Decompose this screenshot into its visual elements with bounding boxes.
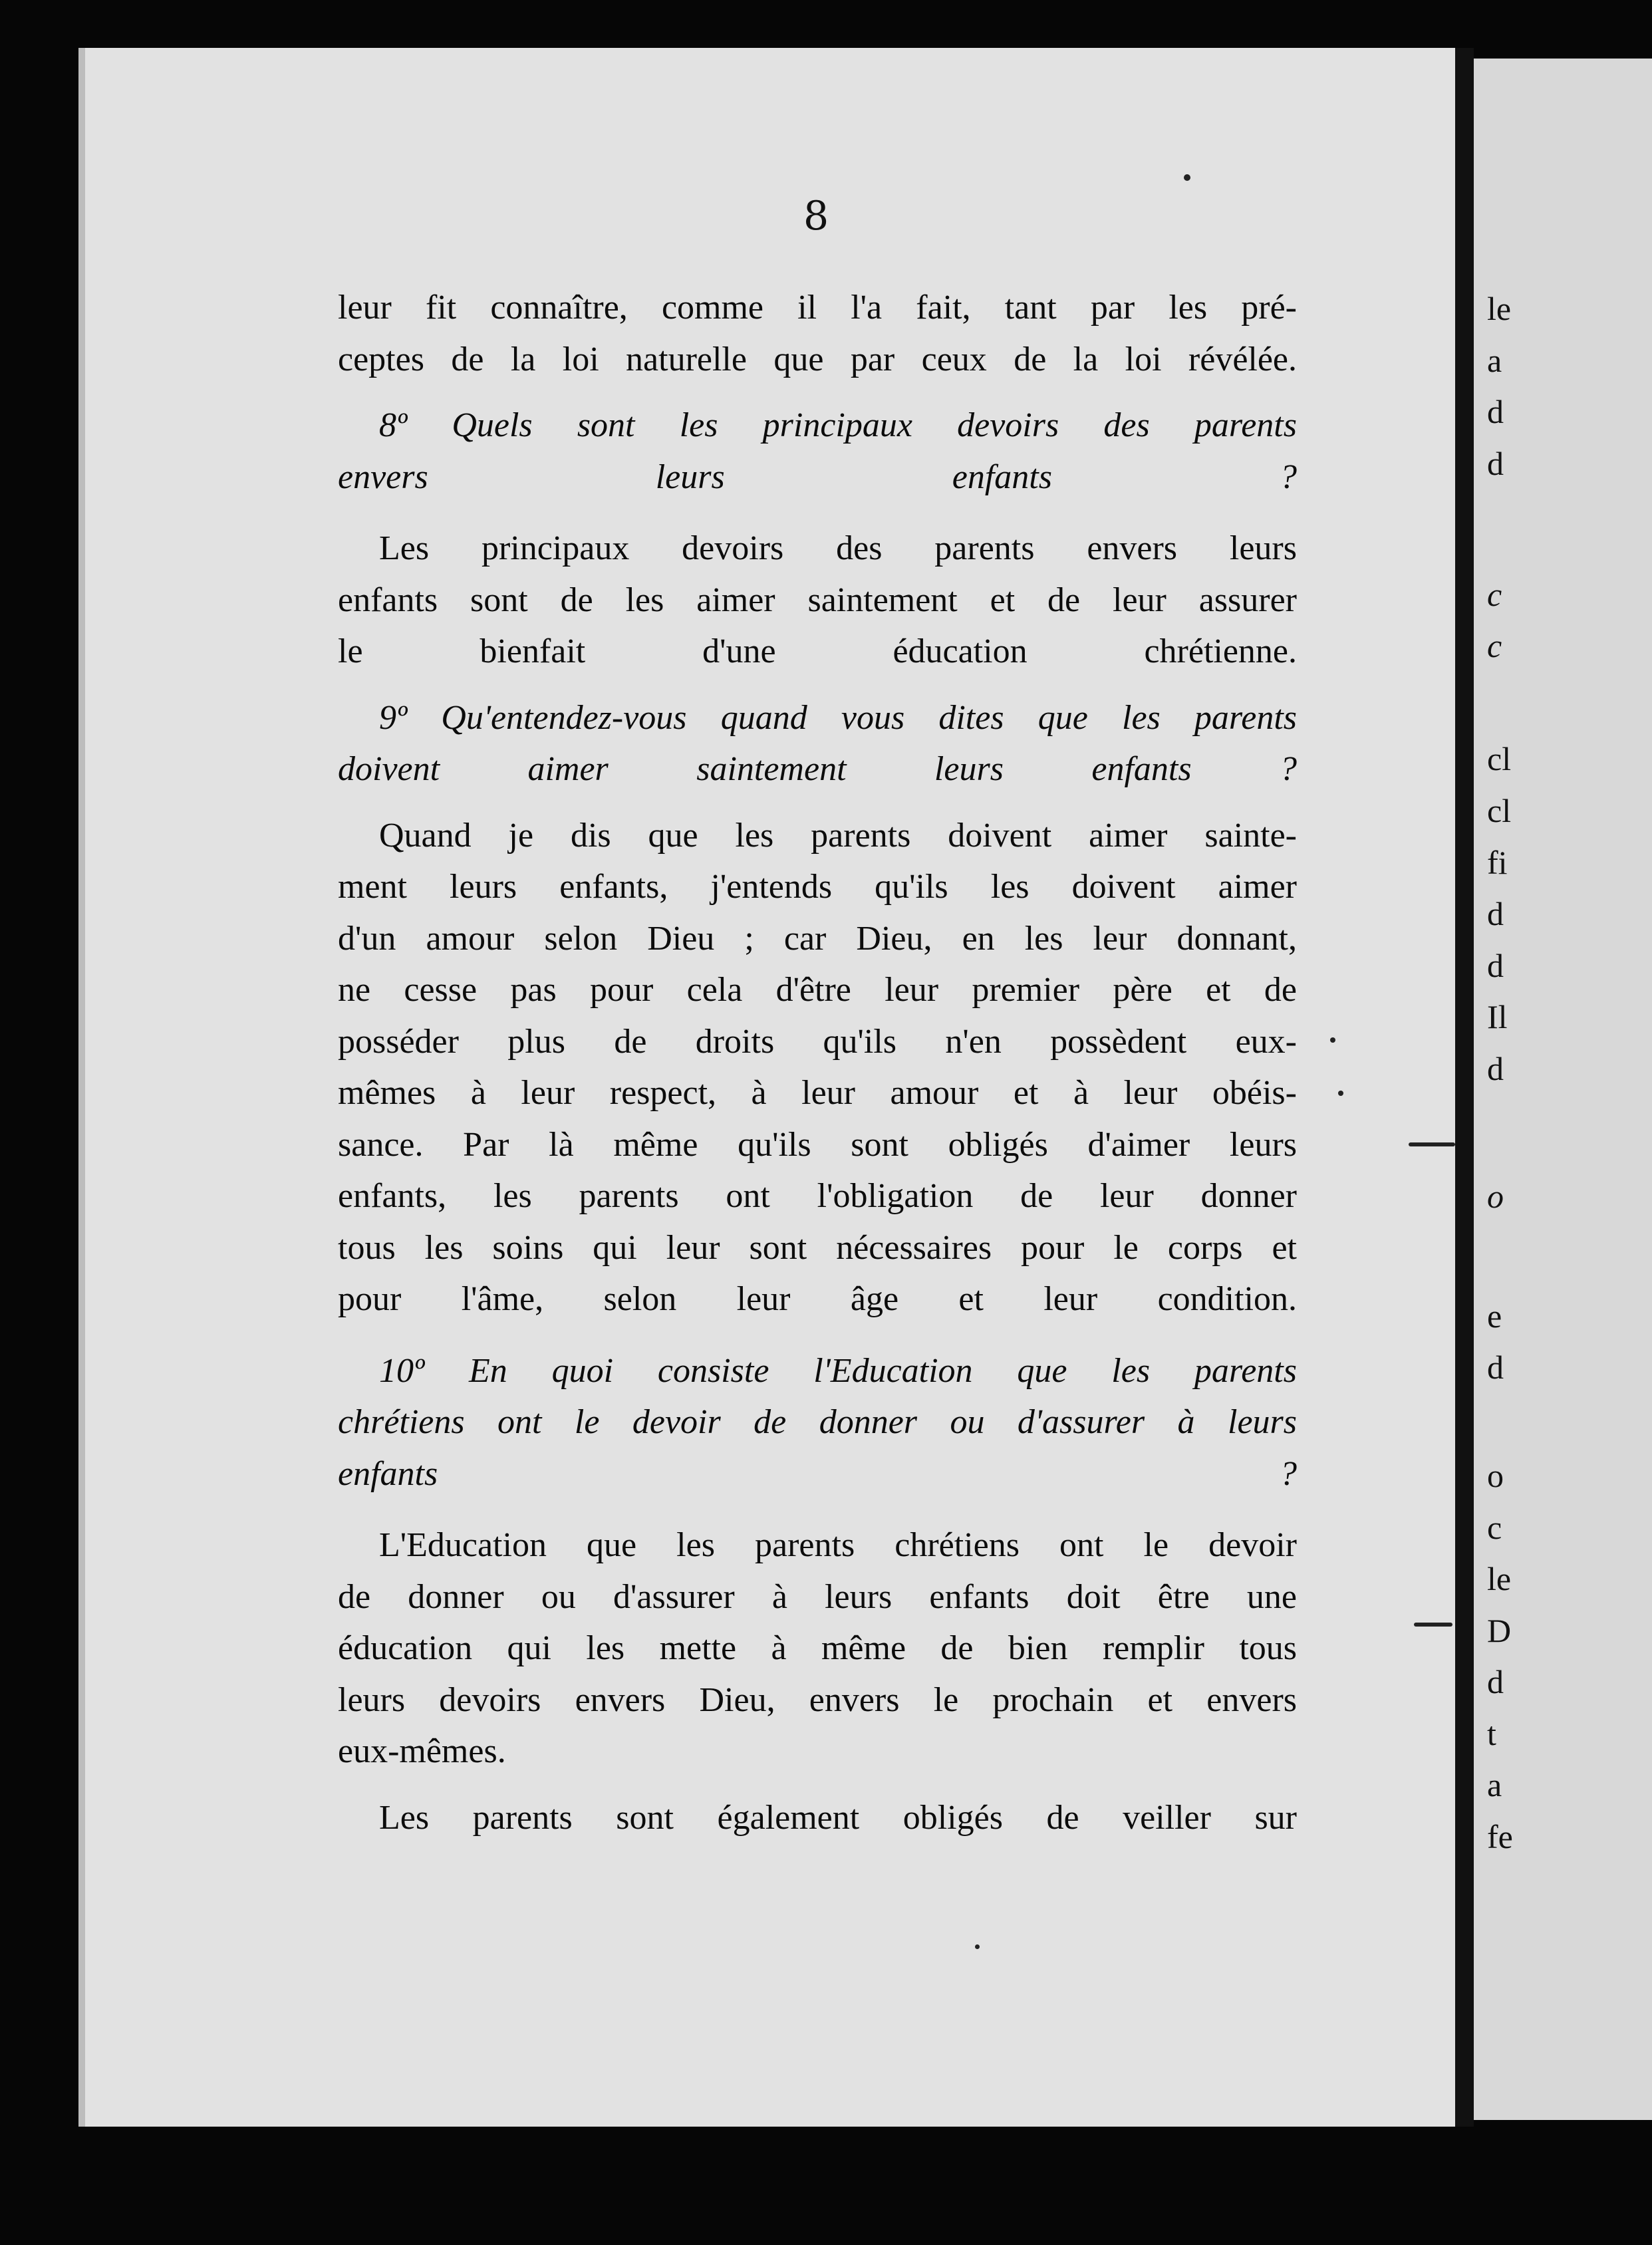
scan-mark	[1414, 1623, 1452, 1627]
question-8	[338, 400, 1297, 503]
text-line: éducation qui les mette à même de bien remplir tous	[338, 1629, 1297, 1667]
scan-mark	[1409, 1142, 1455, 1146]
right-fragment: D	[1487, 1612, 1512, 1649]
answer-9	[338, 810, 1297, 1325]
text-line: posséder plus de droits qu'ils n'en possèdent eux-	[338, 1022, 1297, 1061]
text-line: L'Education que les parents chrétiens ont le devoir	[379, 1526, 1297, 1564]
right-fragment: e	[1487, 1297, 1502, 1335]
text-line: enfants, les parents ont l'obligation de leur donner	[338, 1177, 1297, 1215]
right-fragment: t	[1487, 1715, 1496, 1752]
text-line: pour l'âme, selon leur âge et leur condition.	[338, 1280, 1297, 1318]
text-line: 8º Quels sont les principaux devoirs des parents	[379, 406, 1297, 444]
right-fragment: le	[1487, 290, 1512, 327]
text-line: de donner ou d'assurer à leurs enfants doit être une	[338, 1577, 1297, 1616]
right-fragment: d	[1487, 947, 1504, 984]
text-line: d'un amour selon Dieu ; car Dieu, en les leur donnant,	[338, 919, 1297, 958]
page-number: 8	[803, 193, 829, 239]
scan-speck	[975, 1944, 980, 1949]
answer-10	[338, 1519, 1297, 1778]
right-fragment: c	[1487, 627, 1502, 664]
scan-speck	[1338, 1091, 1343, 1096]
question-10	[338, 1345, 1297, 1500]
right-fragment: a	[1487, 342, 1502, 379]
right-fragment: d	[1487, 1663, 1504, 1700]
paragraph-final	[338, 1792, 1297, 1844]
right-fragment: o	[1487, 1178, 1504, 1215]
right-fragment: d	[1487, 445, 1504, 482]
text-line: Les parents sont également obligés de veiller sur	[379, 1798, 1297, 1837]
text-line: Les principaux devoirs des parents envers leurs	[379, 529, 1297, 567]
right-fragment: d	[1487, 895, 1504, 932]
text-line: ne cesse pas pour cela d'être leur premier père et de	[338, 971, 1297, 1009]
right-fragment: c	[1487, 576, 1502, 613]
text-line: enfants ?	[338, 1454, 1297, 1493]
answer-8	[338, 523, 1297, 678]
text-line: le bienfait d'une éducation chrétienne.	[338, 632, 1297, 670]
text-line: leur fit connaître, comme il l'a fait, tant par les pré-	[338, 289, 1297, 327]
right-fragment: c	[1487, 1509, 1502, 1546]
text-line: sance. Par là même qu'ils sont obligés d'aimer leurs	[338, 1125, 1297, 1164]
right-fragment: d	[1487, 1349, 1504, 1386]
right-fragment: o	[1487, 1457, 1504, 1494]
right-fragment: a	[1487, 1766, 1502, 1803]
text-line: eux-mêmes.	[338, 1732, 506, 1770]
right-fragment: Il	[1487, 998, 1508, 1035]
right-fragment: fe	[1487, 1818, 1513, 1855]
text-line: tous les soins qui leur sont nécessaires pour le corps et	[338, 1228, 1297, 1267]
text-line: doivent aimer saintement leurs enfants ?	[338, 750, 1297, 788]
text-line: enfants sont de les aimer saintement et de leur assurer	[338, 581, 1297, 619]
text-line: Quand je dis que les parents doivent aimer sainte-	[379, 816, 1297, 855]
paragraph-continuation	[338, 282, 1297, 385]
book-gutter	[1455, 48, 1474, 2127]
text-line: ceptes de la loi naturelle que par ceux de la loi révélée.	[338, 340, 1297, 378]
text-line: envers leurs enfants ?	[338, 458, 1297, 496]
right-fragment: fi	[1487, 844, 1508, 881]
question-9	[338, 692, 1297, 795]
right-fragment: d	[1487, 1050, 1504, 1087]
text-line: ment leurs enfants, j'entends qu'ils les doivent aimer	[338, 868, 1297, 906]
right-fragment: cl	[1487, 740, 1512, 777]
left-page-text	[338, 282, 1297, 1843]
text-line: 10º En quoi consiste l'Education que les parents	[379, 1351, 1297, 1390]
text-line: chrétiens ont le devoir de donner ou d'assurer à leurs	[338, 1403, 1297, 1441]
scan-speck	[1330, 1037, 1335, 1043]
right-fragment: d	[1487, 393, 1504, 430]
scan-speck	[1184, 174, 1190, 181]
right-fragment: le	[1487, 1560, 1512, 1597]
text-line: mêmes à leur respect, à leur amour et à leur obéis-	[338, 1074, 1297, 1112]
text-line: leurs devoirs envers Dieu, envers le prochain et envers	[338, 1680, 1297, 1719]
text-line: 9º Qu'entendez-vous quand vous dites que les parents	[379, 698, 1297, 737]
right-fragment: cl	[1487, 792, 1512, 829]
